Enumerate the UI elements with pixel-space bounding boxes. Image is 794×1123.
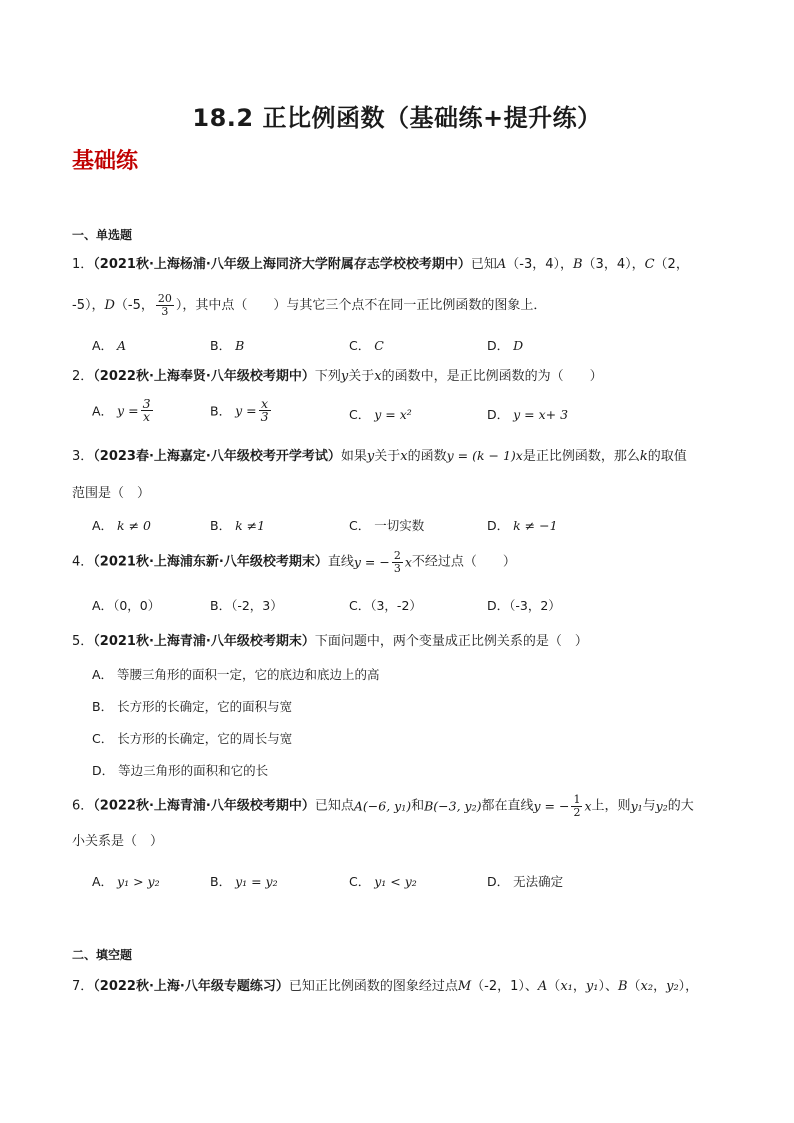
question-text: 已知 — [470, 257, 497, 272]
q5-option-a[interactable]: A． 等腰三角形的面积一定，它的底边和底边上的高 — [92, 667, 380, 682]
point-coord: （2， — [654, 257, 689, 272]
q6-option-d[interactable]: D． 无法确定 — [487, 874, 564, 889]
question-1-line-1 — [72, 255, 689, 275]
q1-option-c[interactable]: C． C — [349, 338, 384, 353]
section-fill-in: 二、填空题 — [72, 948, 133, 962]
q5-option-b[interactable]: B． 长方形的长确定，它的面积与宽 — [92, 699, 293, 714]
q4-option-b[interactable]: B．（-2，3） — [210, 598, 283, 613]
section-heading-basic: 基础练 — [72, 148, 139, 174]
point-coord: （-3，4）， — [506, 257, 573, 272]
q3-option-a[interactable]: A． k ≠ 0 — [92, 518, 151, 533]
point-coord: （3，4）， — [582, 257, 645, 272]
page-title: 18.2 正比例函数（基础练+提升练） — [192, 104, 602, 132]
point-label: B — [572, 257, 583, 272]
q2-option-c[interactable]: C． y = x² — [349, 407, 412, 422]
q4-option-c[interactable]: C．（3，-2） — [349, 598, 422, 613]
question-6-line-1: 6．（2022秋·上海青浦·八年级校考期中）已知点A(−6, y₁)和B(−3, y₂)都在直线y = − $\frac{1}{2}$ x上，则y₁与y₂的大 — [72, 793, 694, 819]
question-text: ），其中点（ ）与其它三个点不在同一正比例函数的图象上． — [175, 298, 547, 313]
question-text: -5）， — [72, 298, 105, 313]
question-1-line-2 — [72, 293, 546, 318]
question-number: 1． — [72, 257, 94, 272]
question-5: 5．（2021秋·上海青浦·八年级校考期末）下面问题中，两个变量成正比例关系的是（ ） — [72, 634, 588, 649]
question-4: 4．（2021秋·上海浦东新·八年级校考期末）直线y = − $\frac{2}{3}$ x不经过点（ ） — [72, 549, 516, 575]
question-3-line-2: 范围是（ ） — [72, 486, 151, 501]
q1-option-b[interactable]: B． B — [210, 338, 245, 353]
q5-option-c[interactable]: C． 长方形的长确定，它的周长与宽 — [92, 731, 293, 746]
section-single-choice: 一、单选题 — [72, 228, 133, 242]
q5-option-d[interactable]: D． 等边三角形的面积和它的长 — [92, 763, 269, 778]
q3-option-d[interactable]: D． k ≠ −1 — [487, 518, 558, 533]
point-label: D — [104, 298, 115, 313]
q6-option-a[interactable]: A． y₁ > y₂ — [92, 874, 160, 889]
q2-option-b[interactable]: B． y = $\frac{x}{3}$ — [210, 396, 269, 424]
q2-option-a[interactable]: A． y = $\frac{3}{x}$ — [92, 396, 151, 424]
q3-option-c[interactable]: C． 一切实数 — [349, 518, 425, 533]
q1-option-a[interactable]: A． A — [92, 338, 127, 353]
question-7-line-1: 7．（2022秋·上海·八年级专题练习）已知正比例函数的图象经过点M（-2，1）、A（x₁，y₁）、B（x₂，y₂）， — [72, 979, 699, 994]
point-coord: （-5， — [114, 298, 154, 313]
q2-option-d[interactable]: D． y = x+ 3 — [487, 407, 569, 422]
point-label: C — [644, 257, 655, 272]
q6-option-b[interactable]: B． y₁ = y₂ — [210, 874, 278, 889]
question-2: 2．（2022秋·上海奉贤·八年级校考期中）下列y关于x的函数中，是正比例函数的为（ ） — [72, 369, 603, 384]
point-label: A — [496, 257, 507, 272]
q4-option-d[interactable]: D．（-3，2） — [487, 598, 561, 613]
fraction: $\frac{20}{3}$ — [157, 292, 172, 318]
q6-option-c[interactable]: C． y₁ < y₂ — [349, 874, 417, 889]
q4-option-a[interactable]: A．（0，0） — [92, 598, 161, 613]
q3-option-b[interactable]: B． k ≠1 — [210, 518, 266, 533]
question-6-line-2: 小关系是（ ） — [72, 834, 164, 849]
question-3-line-1: 3．（2023春·上海嘉定·八年级校考开学考试）如果y关于x的函数y = (k − 1)x是正比例函数，那么k的取值 — [72, 448, 687, 464]
q1-option-d[interactable]: D． D — [487, 338, 524, 353]
question-source: （2021秋·上海杨浦·八年级上海同济大学附属存志学校校考期中） — [93, 257, 471, 272]
